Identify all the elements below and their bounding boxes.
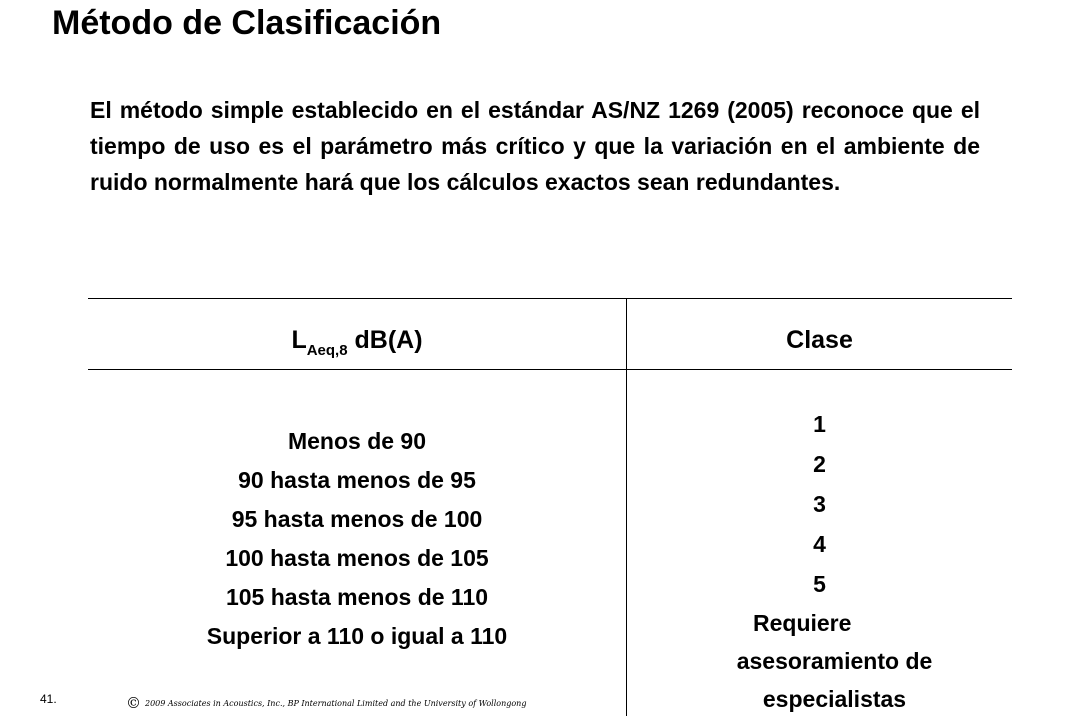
class-special-line: asesoramiento de bbox=[736, 648, 933, 674]
level-row: 100 hasta menos de 105 bbox=[225, 545, 489, 571]
slide-title: Método de Clasificación bbox=[52, 4, 442, 42]
classification-table bbox=[88, 298, 1012, 716]
copyright-notice bbox=[126, 694, 526, 712]
column-header-class: Clase bbox=[786, 326, 853, 354]
class-row: 5 bbox=[813, 571, 826, 597]
class-special-line: especialistas bbox=[762, 686, 907, 712]
class-list bbox=[627, 404, 1012, 718]
level-list bbox=[88, 422, 626, 656]
table-top-border bbox=[88, 298, 1012, 299]
level-row: Menos de 90 bbox=[287, 428, 427, 454]
page-number: 41. bbox=[40, 692, 57, 706]
header-level-unit: dB(A) bbox=[347, 326, 423, 354]
copyright-text: 2009 Associates in Acoustics, Inc., BP International Limited and the University of Wollongong bbox=[145, 699, 527, 708]
header-level-main: L bbox=[291, 326, 307, 354]
table-header-divider bbox=[88, 369, 1012, 370]
class-row: 4 bbox=[813, 531, 826, 557]
column-header-level bbox=[88, 326, 626, 359]
class-row: 1 bbox=[813, 411, 826, 437]
level-row: Superior a 110 o igual a 110 bbox=[206, 623, 508, 649]
copyright-icon: © bbox=[126, 694, 141, 712]
class-row: 3 bbox=[813, 491, 826, 517]
level-row: 105 hasta menos de 110 bbox=[225, 584, 489, 610]
intro-paragraph: El método simple establecido en el estándar AS/NZ 1269 (2005) reconoce que el tiempo de uso es el parámetro más crítico y que la variación en el ambiente de ruido normalmente hará que los cálculos exactos sean redundantes. bbox=[90, 97, 980, 195]
class-row: 2 bbox=[813, 451, 826, 477]
header-level-subscript: Aeq,8 bbox=[306, 342, 348, 359]
class-special-line: Requiere bbox=[753, 610, 852, 636]
level-row: 95 hasta menos de 100 bbox=[231, 506, 483, 532]
level-row: 90 hasta menos de 95 bbox=[238, 467, 476, 493]
